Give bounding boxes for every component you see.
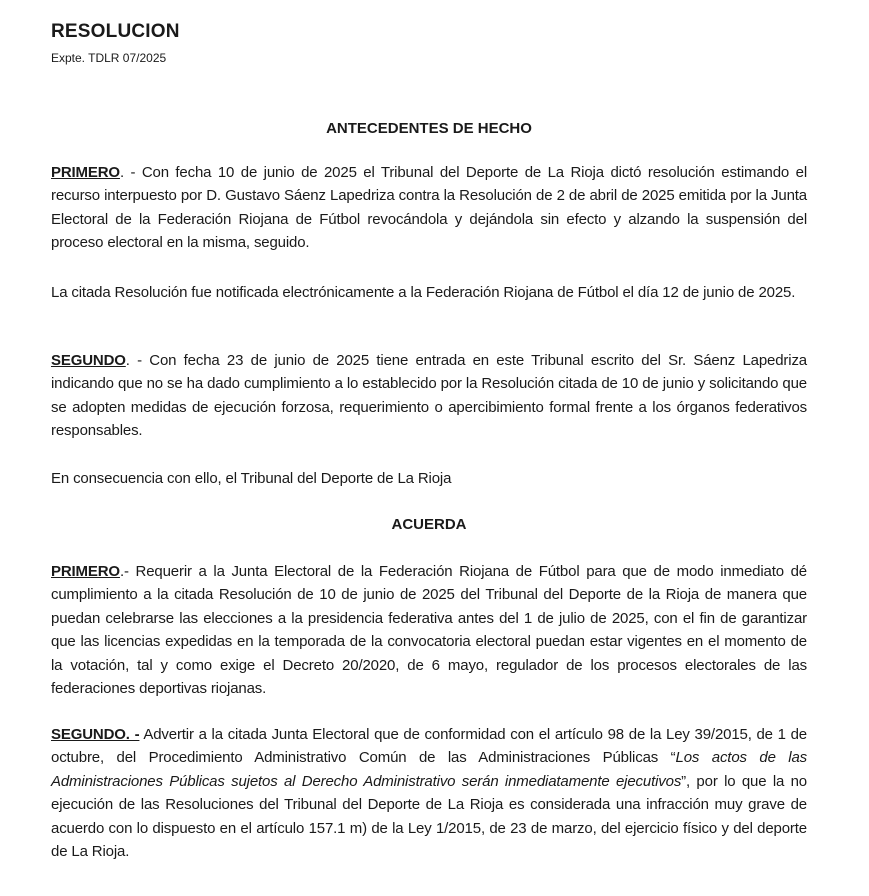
acuerda-primero-paragraph [51, 560, 807, 700]
acuerda-primero-label: PRIMERO [51, 563, 120, 580]
acuerda-heading: ACUERDA [391, 516, 467, 533]
acuerda-segundo-paragraph [51, 723, 807, 863]
acuerda-segundo-text-a: Advertir a la citada Junta Electoral que de conformidad con el artículo 98 de la Ley 39/2015, de 1 de octubre, del Procedimiento Administrativo Común de las Administraciones Públicas “ [51, 726, 807, 767]
antecedentes-primero-label: PRIMERO [51, 164, 120, 181]
antecedentes-segundo-paragraph [51, 349, 807, 443]
antecedentes-segundo-label: SEGUNDO [51, 352, 126, 369]
acuerda-segundo-label: SEGUNDO. - [51, 726, 140, 743]
notificacion-paragraph: La citada Resolución fue notificada electrónicamente a la Federación Riojana de Fútbol el día 12 de junio de 2025. [51, 284, 796, 301]
consecuencia-paragraph: En consecuencia con ello, el Tribunal del Deporte de La Rioja [51, 470, 452, 487]
expediente-number: Expte. TDLR 07/2025 [51, 51, 167, 65]
antecedentes-primero-text: . - Con fecha 10 de junio de 2025 el Tribunal del Deporte de La Rioja dictó resolución estimando el recurso interpuesto por D. Gustavo Sáenz Lapedriza contra la Resolución de 2 de abril de 2025 emitida por la Junta Electoral de la Federación Riojana de Fútbol revocándola y dejándola sin efecto y alzando la suspensión del proceso electoral en la misma, seguido. [51, 164, 807, 252]
acuerda-segundo-quote: Los actos de las Administraciones Públicas sujetos al Derecho Administrativo serán inmediatamente ejecutivos [51, 749, 808, 790]
antecedentes-primero-paragraph [51, 161, 807, 255]
acuerda-primero-text: .- Requerir a la Junta Electoral de la Federación Riojana de Fútbol para que de modo inmediato dé cumplimiento a la citada Resolución de 10 de junio de 2025 del Tribunal del Deporte de la Rioja de manera que puedan celebrarse las elecciones a la presidencia federativa antes del 1 de julio de 2025, con el fin de garantizar que las licencias expedidas en la temporada de la convocatoria electoral puedan estar vigentes en el momento de la votación, tal y como exige el Decreto 20/2020, de 6 mayo, regulador de los procesos electorales de las federaciones deportivas riojanas. [51, 563, 807, 698]
antecedentes-segundo-text: . - Con fecha 23 de junio de 2025 tiene entrada en este Tribunal escrito del Sr. Sáenz Lapedriza indicando que no se ha dado cumplimiento a lo establecido por la Resolución citada de 10 de junio y solicitando que se adopten medidas de ejecución forzosa, requerimiento o apercibimiento formal frente a los órganos federativos responsables. [51, 352, 807, 440]
acuerda-segundo-text-b: ”, por lo que la no ejecución de las Resoluciones del Tribunal del Deporte de La Rioja es considerada una infracción muy grave de acuerdo con lo dispuesto en el artículo 157.1 m) de la Ley 1/2015, de 23 de marzo, del ejercicio físico y del deporte de La Rioja. [51, 772, 807, 861]
antecedentes-heading: ANTECEDENTES DE HECHO [326, 120, 532, 137]
document-title: RESOLUCION [51, 21, 180, 42]
